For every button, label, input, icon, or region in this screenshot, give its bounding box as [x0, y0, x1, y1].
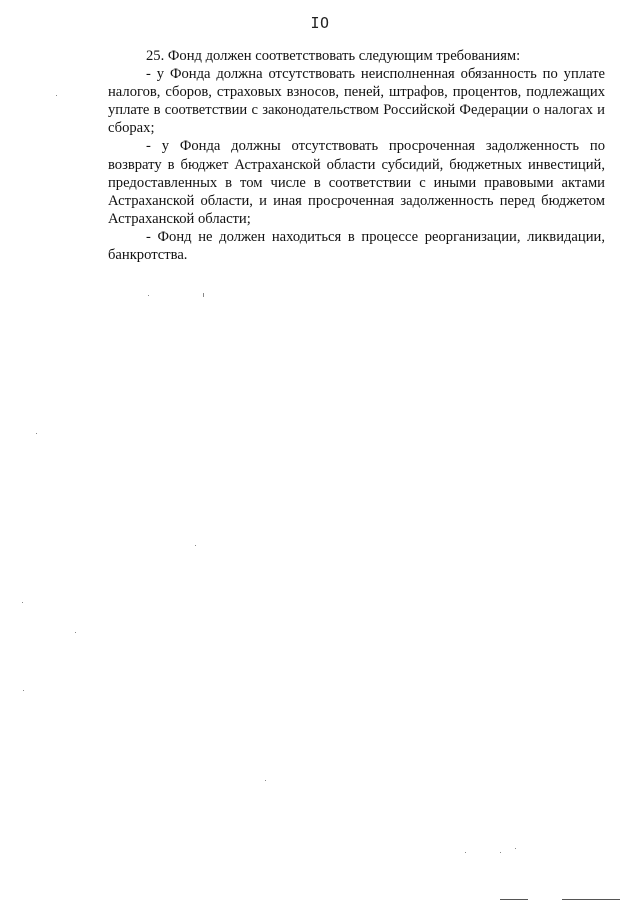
scan-speck [56, 95, 57, 96]
scan-speck [465, 852, 466, 853]
paragraph-tax-obligations: - у Фонда должна отсутствовать неисполненная обязанность по уплате налогов, сборов, страховых взносов, пеней, штрафов, процентов, подлежащих уплате в соответствии с законодательством Российской Федерации о налогах и сборах; [108, 66, 605, 137]
scan-speck [515, 848, 516, 849]
page-number: IO [310, 14, 330, 32]
scan-speck [195, 545, 196, 546]
paragraph-reorganization: - Фонд не должен находиться в процессе реорганизации, ликвидации, банкротства. [108, 228, 605, 264]
scan-speck [500, 852, 501, 853]
paragraph-requirements-heading: 25. Фонд должен соответствовать следующим требованиям: [146, 48, 521, 64]
scan-speck [148, 295, 149, 296]
document-body [108, 47, 605, 264]
scan-speck [75, 632, 76, 633]
scan-speck [203, 293, 204, 297]
paragraph-overdue-debt: - у Фонда должны отсутствовать просроченная задолженность по возврату в бюджет Астраханской области субсидий, бюджетных инвестиций, предоставленных в том числе в соответствии с иными правовыми актами Астраханской области, и иная просроченная задолженность перед бюджетом Астраханской области; [108, 138, 605, 227]
scan-mark-line [500, 899, 528, 900]
scan-mark-line [562, 899, 620, 900]
scan-speck [36, 433, 37, 434]
scan-speck [22, 602, 23, 603]
scan-speck [265, 780, 266, 781]
scan-speck [23, 690, 24, 691]
